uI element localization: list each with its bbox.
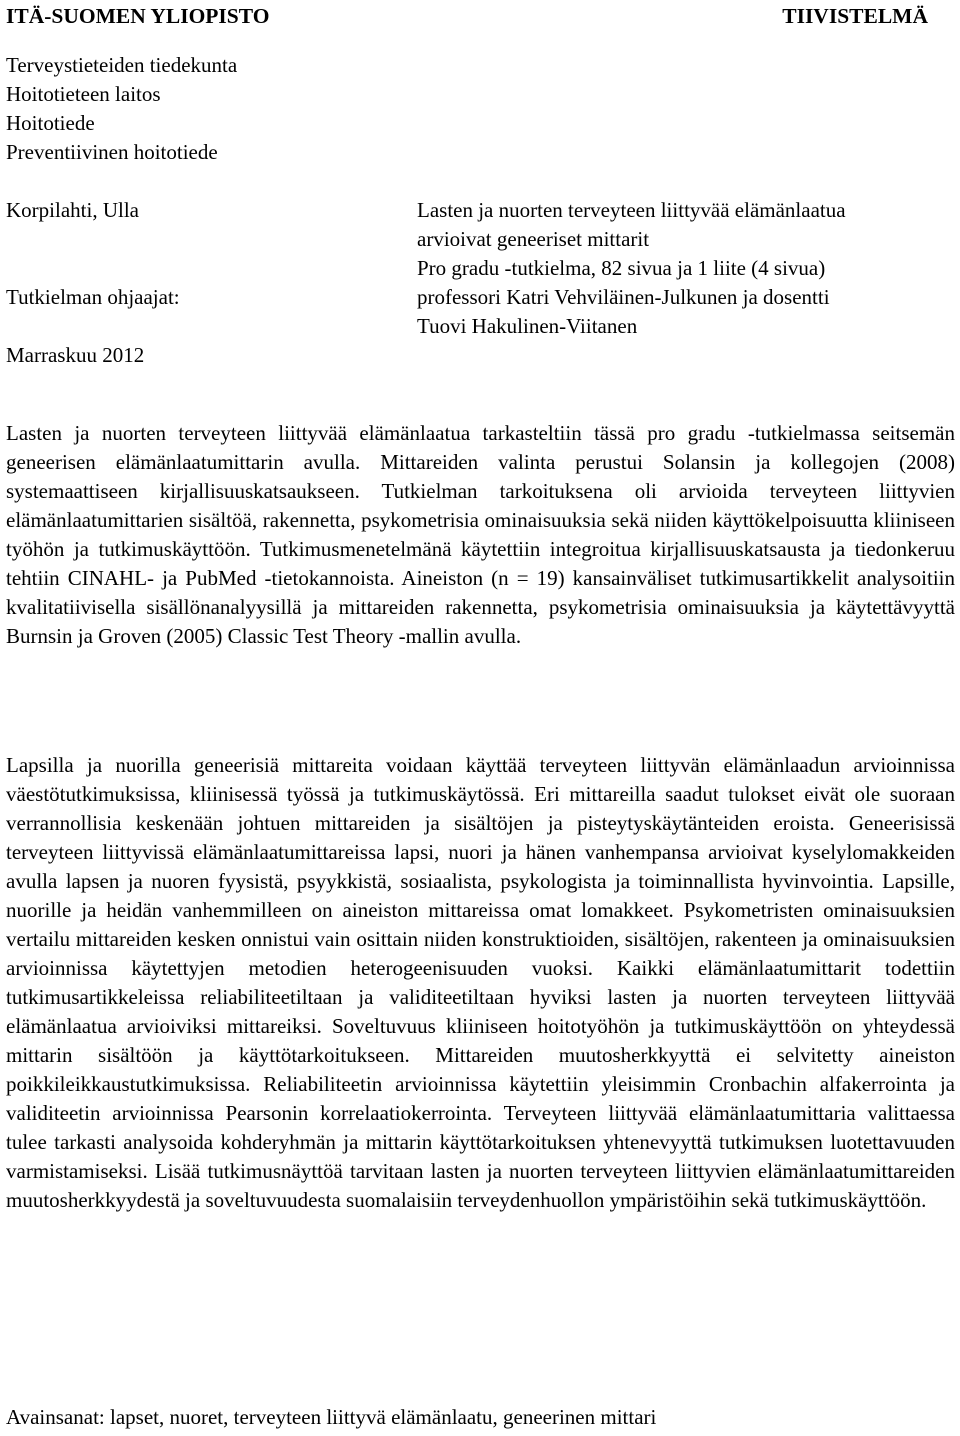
faculty-block <box>6 51 237 167</box>
university-name: ITÄ-SUOMEN YLIOPISTO <box>6 4 270 28</box>
thesis-title-line1: Lasten ja nuorten terveyteen liittyvää elämänlaatua <box>417 198 846 222</box>
abstract-paragraph-2: Lapsilla ja nuorilla geneerisiä mittareita voidaan käyttää terveyteen liittyvän elämänlaadun arvioinnissa väestötutkimuksissa, kliinisessä työssä ja tutkimuskäytössä. Eri mittareilla saadut tulokset eivät ole suoraan verrannollisia keskenään johtuen mittareiden ja sisältöjen ja pisteytyskäytänteiden eroista. Geneerisissä terveyteen liittyvissä elämänlaatumittareissa lapsi, nuori ja hänen vanhempansa arvioivat kyselylomakkeiden avulla lapsen ja nuoren fyysistä, psyykkistä, sosiaalista, psykologista ja toiminnallista hyvinvointia. Lapsille, nuorille ja heidän vanhemmilleen on aineiston mittareissa omat lomakkeet. Psykometristen ominaisuuksien vertailu mittareiden kesken onnistui vain osittain niiden konstruktioiden, sisältöjen, rakenteen ja ominaisuuksien arvioinnissa käytettyjen metodien heterogeenisuuden vuoksi. Kaikki elämänlaatumittarit todettiin tutkimusartikkeleissa reliabiliteetiltaan ja validiteetiltaan hyviksi lasten ja nuorten terveyteen liittyvää elämänlaatua arvioiviksi mittareiksi. Soveltuvuus kliiniseen hoitotyöhön ja tutkimuskäyttöön on yhteydessä mittarin sisältöön ja käyttötarkoitukseen. Mittareiden muutosherkkyyttä ei selvitetty aineiston poikkileikkaustutkimuksissa. Reliabiliteetin arvioinnissa käytettiin yleisimmin Cronbachin alfakerrointa ja validiteetin arvioinnissa Pearsonin korrelaatiokerrointa. Terveyteen liittyvää elämänlaatumittaria valittaessa tulee tarkasti analysoida kohderyhmän ja mittarin käyttötarkoituksen yhtenevyyttä tutkimuksen luotettavuuden varmistamiseksi. Lisää tutkimusnäyttöä tarvitaan lasten ja nuorten terveyteen liittyvien elämänlaatumittareiden muutosherkkyydestä ja soveltuvuudesta suomalaisiin terveydenhuollon ympäristöihin sekä tutkimuskäyttöön. <box>6 753 955 1212</box>
department-line: Hoitotieteen laitos <box>6 82 161 106</box>
specialization-line: Preventiivinen hoitotiede <box>6 140 218 164</box>
author-name: Korpilahti, Ulla <box>6 198 139 222</box>
supervisors-line2: Tuovi Hakulinen-Viitanen <box>417 314 638 338</box>
thesis-details: Pro gradu -tutkielma, 82 sivua ja 1 liite (4 sivua) <box>417 256 826 280</box>
date-label: Marraskuu 2012 <box>6 343 145 367</box>
keywords-line: Avainsanat: lapset, nuoret, terveyteen liittyvä elämänlaatu, geneerinen mittari <box>6 1405 657 1429</box>
thesis-info-block <box>417 196 846 341</box>
thesis-title-line2: arvioivat geneeriset mittarit <box>417 227 650 251</box>
supervisors-label: Tutkielman ohjaajat: <box>6 285 180 309</box>
subject-line: Hoitotiede <box>6 111 95 135</box>
supervisors-line1: professori Katri Vehviläinen-Julkunen ja dosentti <box>417 285 830 309</box>
document-type: TIIVISTELMÄ <box>782 4 928 28</box>
abstract-paragraph-1: Lasten ja nuorten terveyteen liittyvää elämänlaatua tarkasteltiin tässä pro gradu -tutkielmassa seitsemän geneerisen elämänlaatumittarin avulla. Mittareiden valinta perustui Solansin ja kollegojen (2008) systemaattiseen kirjallisuuskatsaukseen. Tutkielman tarkoituksena oli arvioida terveyteen liittyvien elämänlaatumittarien sisältöä, rakennetta, psykometrisia ominaisuuksia sekä niiden käyttökelpoisuutta kliiniseen työhön ja tutkimuskäyttöön. Tutkimusmenetelmänä käytettiin integroitua kirjallisuuskatsausta ja tiedonkeruu tehtiin CINAHL- ja PubMed -tietokannoista. Aineiston (n = 19) kansainväliset tutkimusartikkelit analysoitiin kvalitatiivisella sisällönanalyysillä ja mittareiden rakennetta, psykometrisia ominaisuuksia ja käytettävyyttä Burnsin ja Groven (2005) Classic Test Theory -mallin avulla. <box>6 421 955 648</box>
page-header <box>6 2 928 30</box>
faculty-line: Terveystieteiden tiedekunta <box>6 53 238 77</box>
